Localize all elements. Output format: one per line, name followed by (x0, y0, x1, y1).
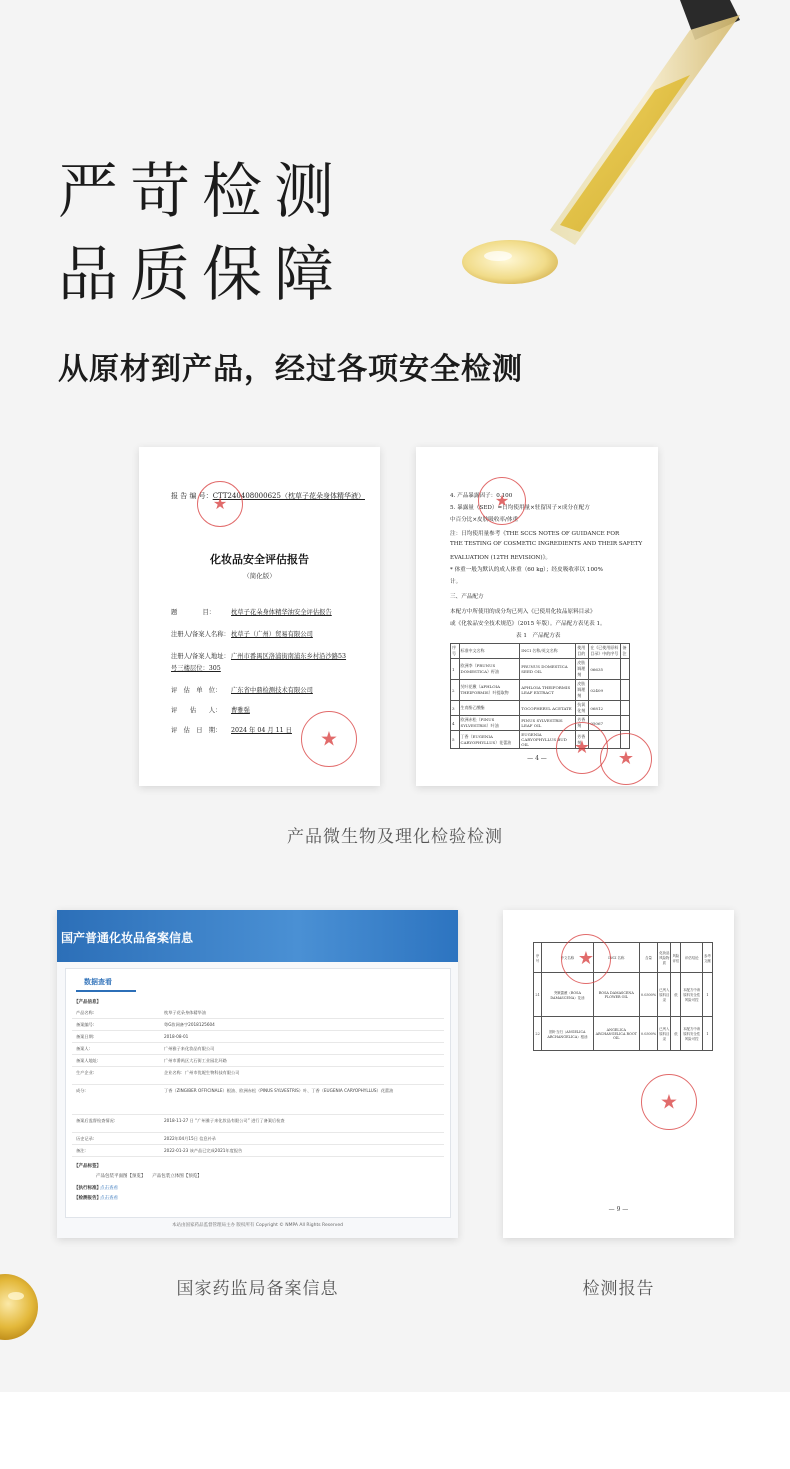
row-value: 枕草子（广州）贸易有限公司 (231, 631, 313, 638)
section-product-info: 【产品信息】 (74, 1000, 101, 1005)
row-label: 注册人/备案人地址： (171, 653, 230, 660)
row-key: 成分: (76, 1088, 86, 1093)
safety-assessment-report (139, 447, 380, 786)
oil-droplet-illustration (0, 1272, 40, 1342)
official-seal-icon (556, 722, 608, 774)
table-header-row (451, 644, 630, 659)
table-cell: ROSA DAMASCENA FLOWER OIL (593, 973, 639, 1017)
page-number: — 9 — (608, 1206, 629, 1213)
label-preview-links[interactable]: 产品包装平面图【预览】 产品包装立体图【预览】 (96, 1174, 202, 1179)
table-header-cell: INCI 名称/英文名称 (520, 644, 576, 659)
table-header-cell: 备注 (621, 644, 630, 659)
table-cell: 3 (451, 701, 460, 716)
table-cell: 1 (451, 659, 460, 680)
row-label: 评 估 人： (171, 707, 222, 714)
table-cell: 芳香剂 (576, 731, 589, 749)
table-cell: 本配方中该原料安全性风险可控 (681, 1017, 703, 1051)
table-cell: 06812 (589, 701, 621, 716)
table-cell: 5 (451, 731, 460, 749)
nmpa-filing-screenshot (57, 910, 458, 1238)
row-key: 备案人: (76, 1046, 90, 1051)
table-row (534, 1017, 713, 1051)
table-header-cell: 含量 (639, 943, 657, 973)
row-key: 历史记录: (76, 1136, 95, 1141)
report-row (171, 663, 221, 672)
table-cell: 低 (671, 973, 681, 1017)
nmpa-site-title: 国产普通化妆品备案信息 (61, 931, 194, 945)
row-key: 备案人地址: (76, 1058, 99, 1063)
row-value: 广州雅子来化妆品有限公司 (164, 1046, 215, 1051)
table-row (72, 1085, 444, 1115)
table-cell: 4 (451, 716, 460, 731)
table-row (72, 1133, 444, 1145)
table-cell: 生育酚乙酸酯 (459, 701, 520, 716)
row-key: 生产企业: (76, 1070, 95, 1075)
row-value: 曹雅强 (231, 707, 250, 714)
table-header-cell: 化妆品风险物质 (658, 943, 671, 973)
table-row (451, 680, 630, 701)
row-value: 枕草子花朵身体精华油 (164, 1010, 206, 1015)
text-line: EVALUATION (12TH REVISION)》。 (450, 555, 551, 561)
table-row (72, 1055, 444, 1067)
table-row (72, 1031, 444, 1043)
text-line: 5. 暴露量（SED）=日均使用量×驻留因子×成分在配方 (450, 505, 590, 511)
table-row (451, 659, 630, 680)
row-key: 备案日期: (76, 1034, 95, 1039)
table-cell: 丁香（EUGENIA CARYOPHYLLUS）花蕾油 (459, 731, 520, 749)
tab-underline (76, 990, 136, 992)
table-cell: 本配方中该原料安全性风险可控 (681, 973, 703, 1017)
report-subtitle: （简化版） (243, 572, 276, 580)
table-cell: 欧洲赤松（PINUS SYLVESTRIS）叶油 (459, 716, 520, 731)
row-value: 粤G妆网备字2018125604 (164, 1022, 215, 1027)
table-row (72, 1067, 444, 1085)
text-line: 三、产品配方 (450, 594, 484, 600)
report-row (171, 705, 250, 714)
report-row (171, 629, 313, 638)
table-caption: 表 1 产品配方表 (516, 633, 561, 639)
risk-assessment-table (533, 942, 713, 1051)
row-key: 备注: (76, 1148, 86, 1153)
table-cell: 21 (534, 973, 542, 1017)
test-report-link[interactable]: 点击查看 (100, 1196, 118, 1201)
table-cell: ANGELICA ARCHANGELICA ROOT OIL (593, 1017, 639, 1051)
table-cell: 1 (703, 973, 713, 1017)
table-cell: 皮肤调理剂 (576, 680, 589, 701)
table-cell: 1 (703, 1017, 713, 1051)
nmpa-header-bar (57, 910, 458, 962)
dropper-illustration (440, 0, 790, 300)
table-cell: 0.0300% (639, 973, 657, 1017)
table-cell: 05067 (589, 716, 621, 731)
official-seal-icon (561, 934, 611, 984)
row-value: 广州市番禺区大石街工业园北环路 (164, 1058, 227, 1063)
table-cell: 皮肤调理剂 (576, 659, 589, 680)
caption-test-report: 检测报告 (582, 1279, 655, 1299)
table-cell: 0.0300% (639, 1017, 657, 1051)
table-row (72, 1115, 444, 1133)
table-cell: 06635 (589, 659, 621, 680)
text-line: THE TESTING OF COSMETIC INGREDIENTS AND THEIR SAFETY (450, 541, 643, 547)
table-cell: 低 (671, 1017, 681, 1051)
headline-line-2: 品质保障 (58, 240, 346, 310)
table-header-cell: 中文名称 (542, 943, 593, 973)
section-product-label: 【产品标签】 (74, 1164, 101, 1169)
tab-data-view[interactable]: 数据查看 (84, 978, 112, 986)
table-cell: PRUNUS DOMESTICA SEED OIL (520, 659, 576, 680)
nmpa-data-panel (65, 968, 451, 1218)
table-header-cell: 参考文献 (703, 943, 713, 973)
official-seal-icon (197, 481, 243, 527)
table-row (72, 1019, 444, 1031)
row-value: 2018-08-01 (164, 1034, 189, 1039)
row-value: 丁香（ZINGIBER OFFICINALE）根油、欧洲赤松（PINUS SYLVESTRIS）叶、丁香（EUGENIA CARYOPHYLLUS）花蕾油 (164, 1088, 394, 1093)
row-value: 2018-11-27 日 “广州雅子来化妆品有限公司” 进行了备案后检查 (164, 1118, 285, 1123)
row-value: 2022年04月15日 信息补录 (164, 1136, 216, 1141)
table-row (451, 701, 630, 716)
text-line: 4. 产品暴露因子：0.100 (450, 493, 513, 499)
report-number-label: 报 告 编 号： (171, 492, 213, 500)
row-label: 题 目： (171, 609, 216, 616)
table-header-cell: 在《已使用原料目录》中的序号 (589, 644, 621, 659)
table-cell: 芡叶花楸（APHLOIA THEIFORMIS）叶提取物 (459, 680, 520, 701)
table-cell: PINUS SYLVESTRIS LEAF OIL (520, 716, 576, 731)
text-line: 或《化妆品安全技术规范》（2015 年版）。产品配方表见表 1。 (450, 621, 606, 627)
row-value: 2024 年 04 月 11 日 (231, 727, 292, 734)
table-header-cell: 风险评估 (671, 943, 681, 973)
table-header-cell: 序号 (451, 644, 460, 659)
page-number: — 4 — (527, 755, 547, 762)
row-label: 评 估 单 位： (171, 687, 222, 694)
table-cell: 已列入原料目录 (658, 973, 671, 1017)
row-value: 广州市番禺区洛浦街南浦东乡村沿沙路53 (231, 653, 347, 660)
table-cell: TOCOPHERYL ACETATE (520, 701, 576, 716)
table-row (72, 1043, 444, 1055)
exec-standard-link[interactable]: 点击查看 (100, 1186, 118, 1191)
row-key: 产品名称: (76, 1010, 95, 1015)
test-report-page (503, 910, 734, 1238)
table-cell: EUGENIA CARYOPHYLLUS BUD OIL (520, 731, 576, 749)
table-cell: 突厥蔷薇（ROSA DAMASCENA）花油 (542, 973, 593, 1017)
table-header-cell: 使用目的 (576, 644, 589, 659)
section-test-report: 【检测报告】 (74, 1196, 101, 1201)
table-cell: 圆叶当归（ANGELICA ARCHANGELICA）根油 (542, 1017, 593, 1051)
text-line: 注：日均使用量参考《THE SCCS NOTES OF GUIDANCE FOR (450, 531, 620, 537)
row-label: 评 估 日 期： (171, 727, 222, 734)
report-row (171, 651, 346, 660)
nmpa-footer: 本站由国家药品监督管理局主办 版权所有 Copyright © NMPA All Rights Reserved (172, 1223, 343, 1228)
table-row (534, 973, 713, 1017)
table-cell: APHLOIA THEIFORMIS LEAF EXTRACT (520, 680, 576, 701)
table-row (451, 716, 630, 731)
table-header-cell: 序号 (534, 943, 542, 973)
report-row (171, 607, 332, 616)
table-cell: 22 (534, 1017, 542, 1051)
formula-report-page (416, 447, 658, 786)
caption-nmpa-filing: 国家药监局备案信息 (176, 1279, 339, 1299)
text-line: 本配方中所使用的成分均已列入《已使用化妆品原料目录》 (450, 609, 596, 615)
headline-line-1: 严苛检测 (58, 157, 346, 227)
table-header-cell: 评估结论 (681, 943, 703, 973)
row-key: 备案后监督检查情况: (76, 1118, 116, 1123)
table-cell (621, 680, 630, 701)
text-line: 计。 (450, 579, 462, 585)
subheadline: 从原材到产品，经过各项安全检测 (58, 352, 523, 387)
table-cell (621, 659, 630, 680)
official-seal-icon (600, 733, 652, 785)
official-seal-icon (301, 711, 357, 767)
table-cell: 芳香剂 (576, 716, 589, 731)
row-value: 2022-01-23 该产品已完成2021年度报告 (164, 1148, 243, 1153)
table-cell (621, 701, 630, 716)
table-cell: 2 (451, 680, 460, 701)
table-cell: 欧洲李（PRUNUS DOMESTICA）籽油 (459, 659, 520, 680)
row-key: 备案编号: (76, 1022, 95, 1027)
report-row (171, 685, 313, 694)
table-header-cell: 标准中文名称 (459, 644, 520, 659)
official-seal-icon (478, 477, 526, 525)
section-exec-standard: 【执行标准】 (74, 1186, 101, 1191)
table-cell: 抗氧化剂 (576, 701, 589, 716)
caption-lab-testing: 产品微生物及理化检验检测 (287, 827, 503, 847)
row-value: 枕草子花朵身体精华油安全评估报告 (231, 609, 332, 616)
row-value: 号三楼层位：305 (171, 665, 221, 672)
report-row (171, 725, 292, 734)
row-value: 广东省中鼎检测技术有限公司 (231, 687, 313, 694)
table-header-cell: INCI 名称 (593, 943, 639, 973)
table-cell (621, 716, 630, 731)
table-row (72, 1145, 444, 1157)
official-seal-icon (641, 1074, 697, 1130)
text-line: * 体重一般为默认的成人体重（60 kg）；经皮吸收率以 100% (450, 567, 603, 573)
row-value: 企业名称：广州市优妮生物科技有限公司 (164, 1070, 240, 1075)
report-title: 化妆品安全评估报告 (210, 553, 309, 566)
table-row (72, 1007, 444, 1019)
table-cell: 已列入原料目录 (658, 1017, 671, 1051)
row-label: 注册人/备案人名称： (171, 631, 230, 638)
bottom-band (0, 1392, 790, 1469)
table-cell: 02409 (589, 680, 621, 701)
text-line: 中百分比×皮肤吸收率/体重 (450, 517, 519, 523)
report-number-value: CTT240408000625（枕草子花朵身体精华液） (212, 492, 365, 500)
